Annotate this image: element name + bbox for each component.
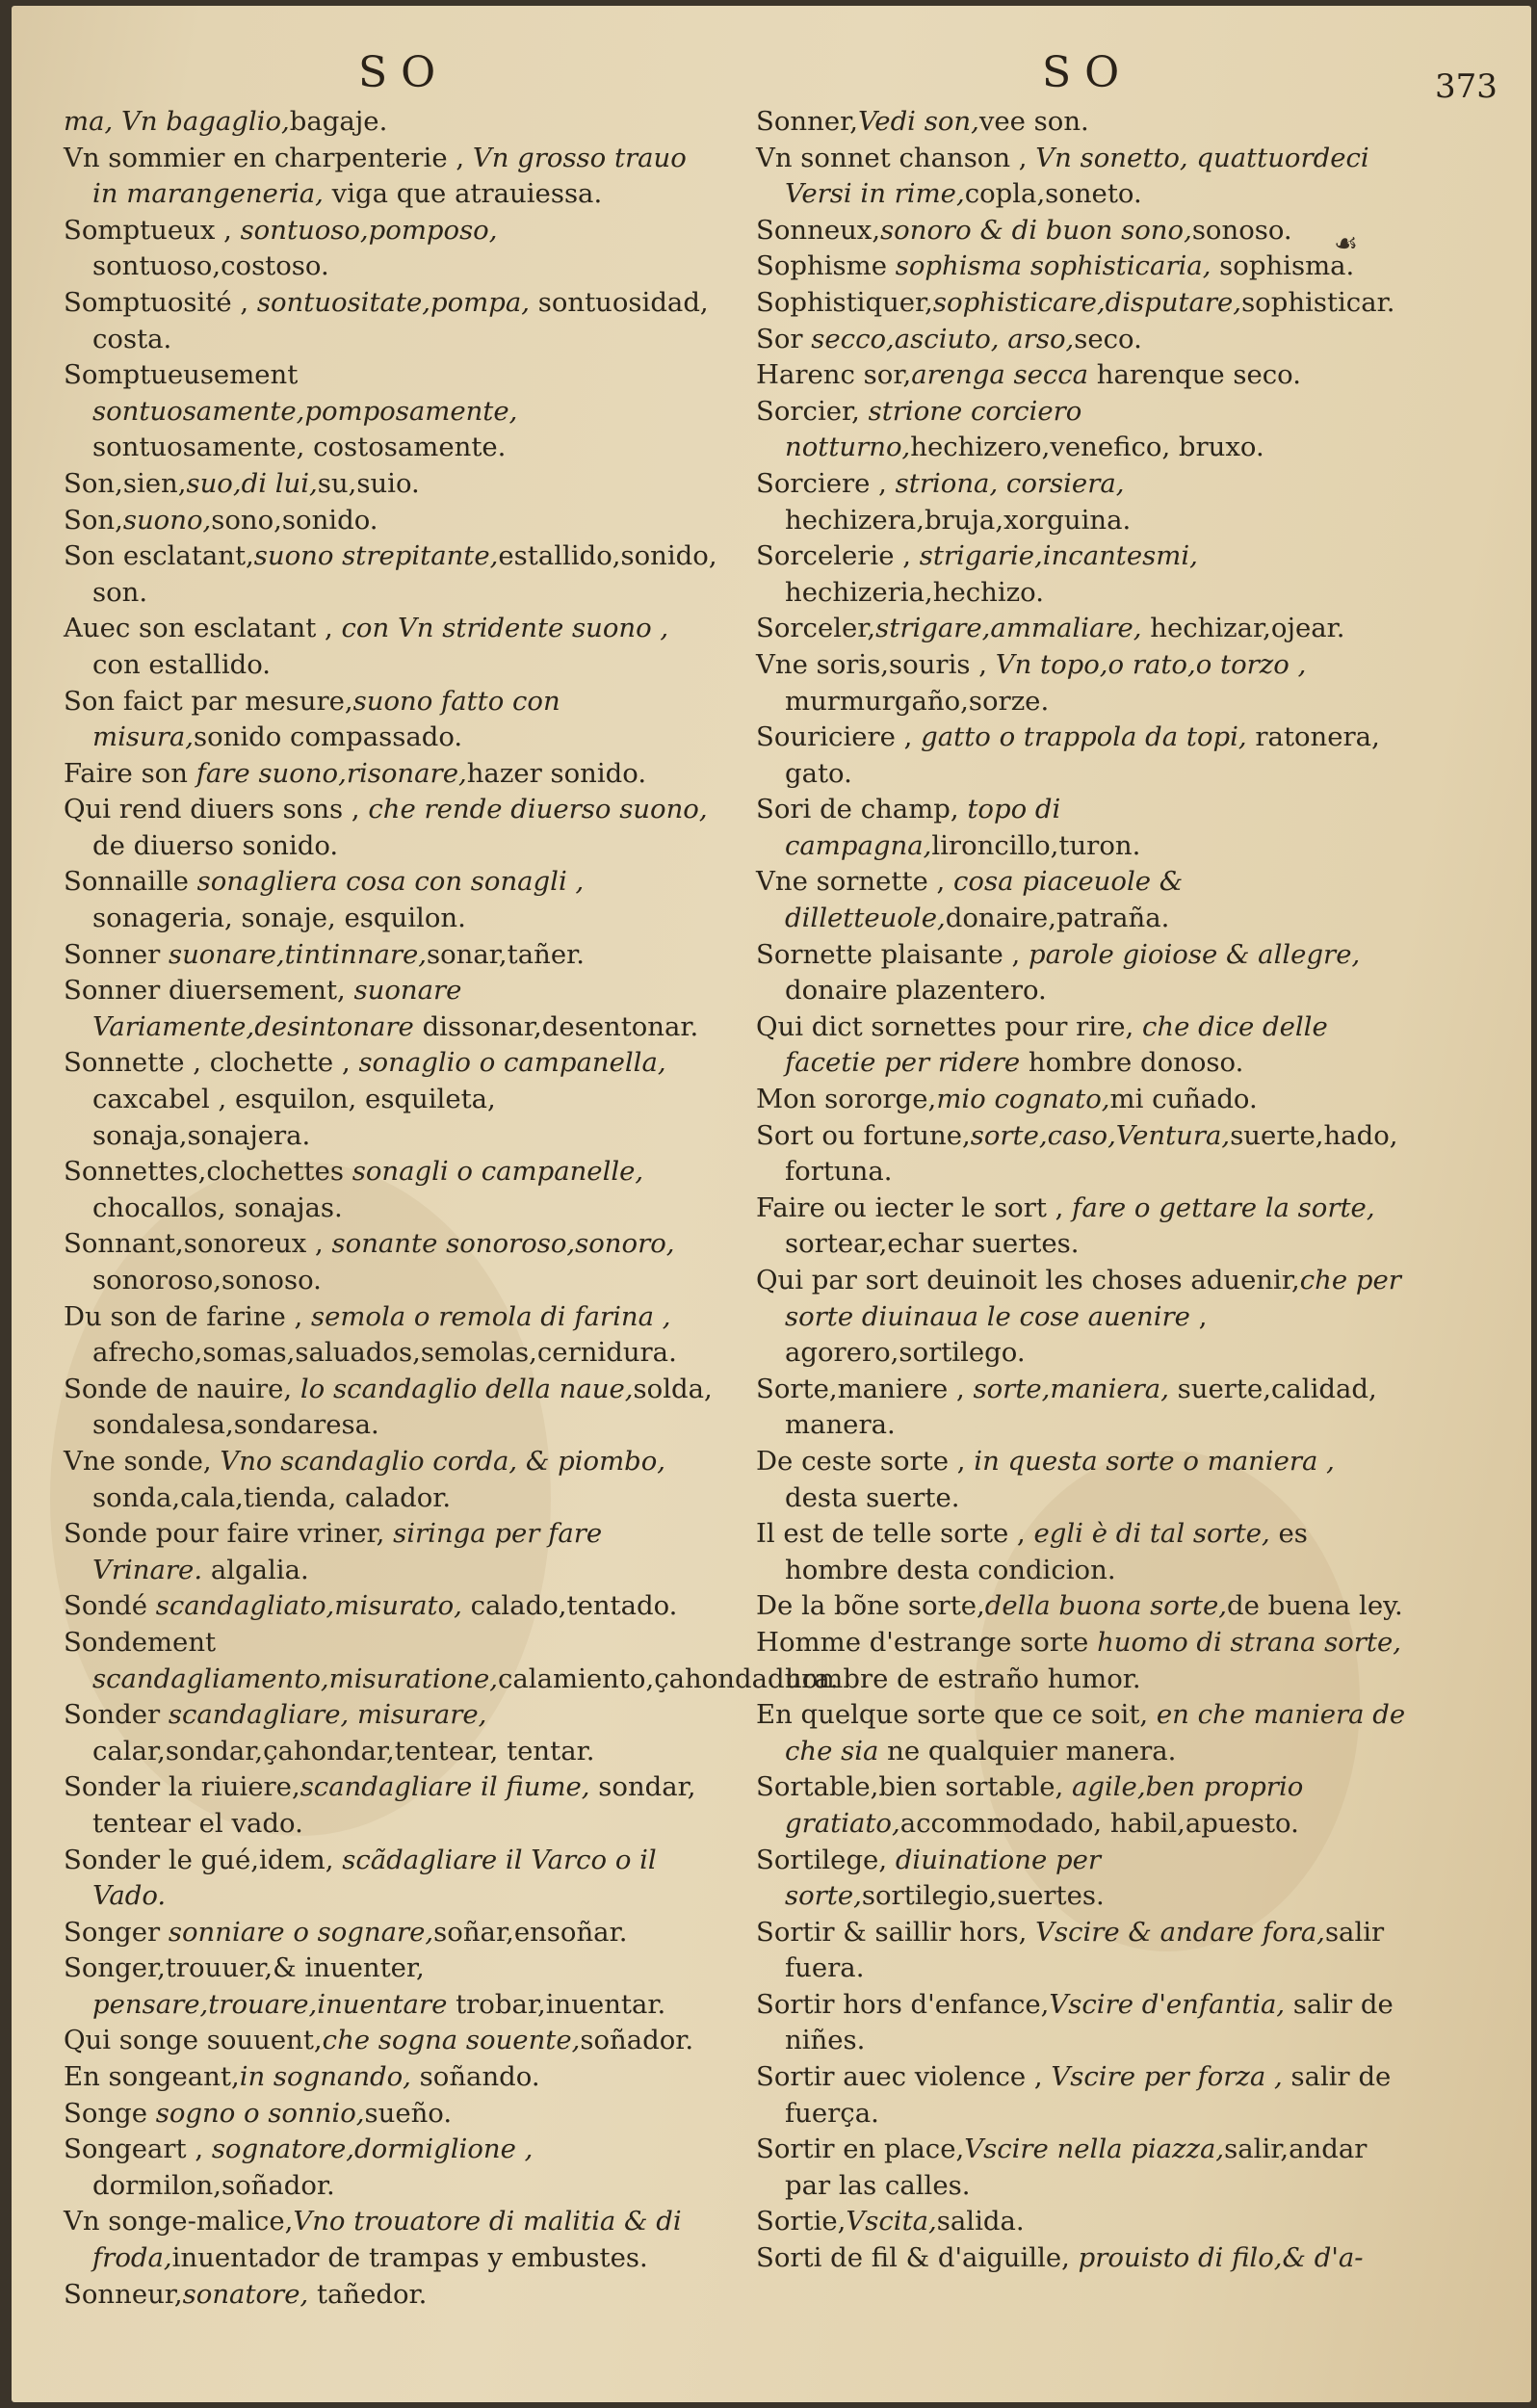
italian-gloss: sonante sonoroso,sonoro, (331, 1228, 675, 1260)
spanish-gloss: de buena ley. (1226, 1590, 1403, 1622)
french-headword: Son, (64, 504, 123, 536)
italian-gloss: sonatore, (182, 2278, 309, 2310)
dictionary-entry (64, 2204, 718, 2276)
french-headword: Sonnette , clochette , (64, 1047, 359, 1079)
spanish-gloss: calar,sondar,çahondar,tentear, tentar. (92, 1735, 595, 1767)
french-headword: Sonner (64, 938, 169, 970)
spanish-gloss: dormilon,soñador. (92, 2169, 335, 2201)
dictionary-entry (756, 322, 1409, 358)
dictionary-entry (756, 1009, 1409, 1082)
dictionary-entry (756, 647, 1409, 720)
spanish-gloss: lironcillo,turon. (931, 829, 1141, 861)
italian-gloss: sorte,caso,Ventura, (970, 1119, 1231, 1151)
dictionary-entry (64, 864, 718, 936)
italian-gloss: che rende diuerso suono, (368, 794, 708, 825)
dictionary-entry (756, 394, 1409, 466)
spanish-gloss: sonoroso,sonoso. (92, 1265, 322, 1296)
french-headword: Somptueusement (64, 359, 299, 391)
spanish-gloss: chocallos, sonajas. (92, 1191, 343, 1223)
italian-gloss: suo,di lui, (186, 467, 318, 499)
italian-gloss: egli è di tal sorte, (1033, 1518, 1270, 1550)
right-column (756, 104, 1409, 2277)
page-number: 373 (1435, 67, 1498, 106)
italian-gloss: agile,ben proprio gratiato, (785, 1771, 1304, 1839)
italian-gloss: huomo di strana sorte, (1097, 1626, 1401, 1658)
dictionary-entry (756, 1697, 1409, 1769)
dictionary-entry (756, 141, 1409, 213)
dictionary-entry (64, 2096, 718, 2133)
french-headword: Faire son (64, 757, 196, 789)
french-headword: Sorcelerie , (756, 540, 920, 572)
dictionary-entry (756, 2204, 1409, 2240)
italian-gloss: striona, corsiera, (895, 467, 1125, 499)
italian-gloss: scandagliamento,misuratione, (92, 1662, 498, 1694)
spanish-gloss: murmurgaño,sorze. (785, 685, 1050, 717)
spanish-gloss: sophisma. (1211, 250, 1355, 282)
italian-gloss: lo scandaglio della naue, (300, 1373, 634, 1404)
italian-gloss: fare o gettare la sorte, (1072, 1191, 1375, 1223)
spanish-gloss: sonar,tañer. (427, 938, 585, 970)
dictionary-entry (756, 2132, 1409, 2204)
dictionary-entry (64, 141, 718, 213)
french-headword: Vn sommier en charpenterie , (64, 142, 473, 173)
spanish-gloss: ratonera, gato. (785, 721, 1380, 789)
french-headword: Sonnant,sonoreux , (64, 1228, 332, 1260)
fleuron-ornament: ☙ (1334, 227, 1359, 259)
italian-gloss: Vscire per forza , (1051, 2061, 1283, 2093)
dictionary-entry (756, 1444, 1409, 1516)
spanish-gloss: es hombre desta condicion. (785, 1518, 1308, 1585)
french-headword: Sorceler, (756, 613, 876, 644)
spanish-gloss: hechizero,venefico, bruxo. (910, 432, 1264, 463)
spanish-gloss: harenque seco. (1088, 359, 1301, 391)
french-headword: Sonder la riuiere, (64, 1771, 300, 1803)
dictionary-entry (64, 611, 718, 683)
french-headword: De la bõne sorte, (756, 1590, 985, 1622)
spanish-gloss: estallido,sonido, son. (92, 540, 717, 608)
spanish-gloss: suerte,hado, fortuna. (785, 1119, 1398, 1188)
spanish-gloss: soñador. (580, 2025, 694, 2056)
dictionary-entry (756, 1915, 1409, 1987)
dictionary-entry (64, 1045, 718, 1154)
french-headword: Sorcier, (756, 395, 869, 427)
italian-gloss: semola o remola di farina , (310, 1300, 671, 1332)
dictionary-entry (64, 213, 718, 285)
dictionary-entry (64, 756, 718, 793)
french-headword: Sonder le gué,idem, (64, 1844, 343, 1875)
dictionary-entry (64, 1769, 718, 1842)
italian-gloss: sonagli o campanelle, (352, 1156, 644, 1188)
spanish-gloss: sortilegio,suertes. (861, 1880, 1105, 1912)
spanish-gloss: salir de fuerça. (785, 2061, 1392, 2129)
spanish-gloss: sontuosamente, costosamente. (92, 432, 507, 463)
dictionary-entry (756, 2059, 1409, 2132)
french-headword: Sortir & saillir hors, (756, 1916, 1036, 1948)
spanish-gloss: sonda,cala,tienda, calador. (92, 1481, 452, 1513)
french-headword: Sonner, (756, 106, 858, 137)
italian-gloss: scandagliare il fiume, (300, 1771, 590, 1803)
dictionary-entry (756, 1843, 1409, 1915)
dictionary-entry (756, 466, 1409, 538)
dictionary-entry (756, 937, 1409, 1009)
french-headword: Sorte,maniere , (756, 1373, 974, 1404)
spanish-gloss: hombre donoso. (1020, 1047, 1244, 1079)
dictionary-entry (64, 1372, 718, 1444)
italian-gloss: en che maniera de che sia (785, 1699, 1406, 1767)
spanish-gloss: hechizera,bruja,xorguina. (785, 504, 1132, 536)
spanish-gloss: copla,soneto. (964, 178, 1142, 210)
italian-gloss: Vn sonetto, quattuordeci Versi in rime, (785, 142, 1369, 210)
spanish-gloss: donaire plazentero. (785, 975, 1047, 1007)
spanish-gloss: sono,sonido. (211, 504, 378, 536)
french-headword: Qui songe souuent, (64, 2025, 323, 2056)
dictionary-entry (64, 1299, 718, 1372)
italian-gloss: sognatore,dormiglione , (211, 2133, 534, 2165)
italian-gloss: suonare Variamente,desintonare (92, 975, 462, 1042)
french-headword: Sonneur, (64, 2278, 183, 2310)
french-headword: Somptuosité , (64, 286, 257, 318)
italian-gloss: pensare,trouare,inuentare (92, 1988, 448, 2020)
french-headword: Songeart , (64, 2133, 212, 2165)
italian-gloss: Vn topo,o rato,o torzo , (995, 648, 1307, 680)
italian-gloss: sophisticare,disputare, (932, 286, 1242, 318)
french-headword: Sornette plaisante , (756, 938, 1029, 970)
spanish-gloss: accommodado, habil,apuesto. (899, 1807, 1299, 1839)
french-headword: Son,sien, (64, 467, 187, 499)
italian-gloss: sonoro & di buon sono, (880, 214, 1192, 246)
spanish-gloss: soñando. (410, 2061, 540, 2093)
italian-gloss: sontuosamente,pomposamente, (92, 395, 518, 427)
spanish-gloss: viga que atrauiessa. (323, 178, 603, 210)
spanish-gloss: con estallido. (92, 648, 272, 680)
right-running-header: SO (1042, 48, 1133, 97)
spanish-gloss: sophisticar. (1241, 286, 1395, 318)
italian-gloss: Vn grosso trauo in marangeneria, (92, 142, 687, 210)
dictionary-entry (64, 466, 718, 503)
french-headword: Sorciere , (756, 467, 896, 499)
italian-gloss: Vscire nella piazza, (964, 2133, 1225, 2165)
italian-gloss: Vedi son, (857, 106, 979, 137)
french-headword: Homme d'estrange sorte (756, 1626, 1098, 1658)
italian-gloss: strione corciero notturno, (785, 395, 1082, 463)
italian-gloss: sonaglio o campanella, (358, 1047, 666, 1079)
dictionary-entry (756, 1516, 1409, 1588)
spanish-gloss: sonido compassado. (193, 721, 463, 753)
italian-gloss: sophisma sophisticaria, (895, 250, 1211, 282)
french-headword: Sondement (64, 1626, 217, 1658)
spanish-gloss: trobar,inuentar. (447, 1988, 666, 2020)
italian-gloss: secco,asciuto, arso, (811, 323, 1075, 354)
dictionary-entry (64, 1950, 718, 2023)
spanish-gloss: salir fuera. (785, 1916, 1385, 1984)
italian-gloss: strigare,ammaliare, (875, 613, 1142, 644)
italian-gloss: che per sorte diuinaua le cose auenire (785, 1265, 1401, 1332)
french-headword: Du son de farine , (64, 1300, 311, 1332)
french-headword: Sortie, (756, 2206, 847, 2238)
french-headword: Songer (64, 1916, 169, 1948)
dictionary-entry (756, 1372, 1409, 1444)
spanish-gloss: hechizar,ojear. (1141, 613, 1345, 644)
dictionary-entry (756, 1082, 1409, 1118)
french-headword: Sortir auec violence , (756, 2061, 1052, 2093)
french-headword: Sortable,bien sortable, (756, 1771, 1072, 1803)
italian-gloss: sorte,maniera, (973, 1373, 1169, 1404)
italian-gloss: mio cognato, (936, 1084, 1110, 1115)
spanish-gloss: hechizeria,hechizo. (785, 576, 1044, 608)
french-headword: Sonder (64, 1699, 169, 1731)
french-headword: Harenc sor, (756, 359, 912, 391)
italian-gloss: Vno trouatore di malitia & di froda, (92, 2206, 682, 2274)
dictionary-entry (756, 249, 1409, 285)
italian-gloss: sonniare o sognare, (168, 1916, 434, 1948)
french-headword: Somptueux , (64, 214, 241, 246)
french-headword: Vne sornette , (756, 866, 953, 898)
dictionary-entry (64, 1697, 718, 1769)
spanish-gloss: sonageria, sonaje, esquilon. (92, 903, 466, 934)
french-headword: De ceste sorte , (756, 1445, 975, 1477)
spanish-gloss: sondar, tentear el vado. (92, 1771, 696, 1839)
italian-gloss: topo di campagna, (785, 794, 1061, 861)
italian-gloss: scandagliato,misurato, (155, 1590, 462, 1622)
spanish-gloss: salir de niñes. (785, 1988, 1394, 2056)
dictionary-entry (64, 973, 718, 1045)
dictionary-entry (756, 285, 1409, 322)
spanish-gloss: , agorero,sortilego. (785, 1300, 1208, 1369)
dictionary-entry (756, 1191, 1409, 1263)
dictionary-entry (64, 538, 718, 611)
dictionary-entry (64, 1588, 718, 1625)
italian-gloss: fare suono,risonare, (195, 757, 467, 789)
italian-gloss: ma, Vn bagaglio, (64, 106, 290, 137)
spanish-gloss: donaire,patraña. (945, 903, 1170, 934)
french-headword: Sortir hors d'enfance, (756, 1988, 1050, 2020)
spanish-gloss: sontuoso,costoso. (92, 250, 329, 282)
french-headword: Faire ou iecter le sort , (756, 1191, 1073, 1223)
french-headword: Sondé (64, 1590, 156, 1622)
italian-gloss: cosa piaceuole & dilletteuole, (785, 866, 1184, 934)
dictionary-entry (756, 2240, 1409, 2277)
italian-gloss: diuinatione per sorte, (785, 1844, 1101, 1912)
italian-gloss: sontuositate,pompa, (256, 286, 530, 318)
italian-gloss: in questa sorte o maniera , (974, 1445, 1335, 1477)
dictionary-entry (756, 104, 1409, 141)
italian-gloss: arenga secca (911, 359, 1089, 391)
italian-gloss: parole gioiose & allegre, (1029, 938, 1361, 970)
dictionary-entry (64, 1154, 718, 1226)
dictionary-entry (756, 1769, 1409, 1842)
dictionary-entry (756, 1987, 1409, 2059)
dictionary-entry (756, 213, 1409, 249)
french-headword: Sophisme (756, 250, 896, 282)
french-headword: Sortir en place, (756, 2133, 965, 2165)
french-headword: Sorti de fil & d'aiguille, (756, 2242, 1079, 2274)
spanish-gloss: suerte,calidad, manera. (785, 1373, 1377, 1441)
french-headword: Son faict par mesure, (64, 685, 353, 717)
dictionary-entry (756, 1118, 1409, 1191)
spanish-gloss: desta suerte. (785, 1481, 960, 1513)
dictionary-entry (64, 104, 718, 141)
spanish-gloss: solda, sondalesa,sondaresa. (92, 1373, 713, 1441)
spanish-gloss: hombre de estraño humor. (785, 1662, 1141, 1694)
spanish-gloss: sortear,echar suertes. (785, 1228, 1080, 1260)
french-headword: En quelque sorte que ce soit, (756, 1699, 1157, 1731)
italian-gloss: della buona sorte, (984, 1590, 1227, 1622)
dictionary-entry (64, 1843, 718, 1915)
italian-gloss: suonare,tintinnare, (168, 938, 428, 970)
dictionary-entry (64, 1915, 718, 1951)
dictionary-entry (64, 285, 718, 357)
dictionary-entry (64, 2059, 718, 2096)
dictionary-entry (64, 2023, 718, 2059)
dictionary-entry (756, 1263, 1409, 1372)
dictionary-entry (64, 357, 718, 466)
dictionary-entry (756, 1625, 1409, 1697)
italian-gloss: siringa per fare Vrinare. (92, 1518, 603, 1585)
dictionary-entry (64, 1226, 718, 1298)
italian-gloss: Vscire d'enfantia, (1049, 1988, 1286, 2020)
dictionary-entry (756, 720, 1409, 792)
spanish-gloss: mi cuñado. (1109, 1084, 1258, 1115)
italian-gloss: suono, (122, 504, 212, 536)
spanish-gloss: sueño. (364, 2097, 453, 2129)
spanish-gloss: salir,andar par las calles. (785, 2133, 1368, 2201)
italian-gloss: in sognando, (239, 2061, 411, 2093)
french-headword: Qui par sort deuinoit les choses aduenir, (756, 1265, 1300, 1296)
dictionary-entry (64, 503, 718, 539)
french-headword: Songer,trouuer,& inuenter, (64, 1952, 425, 1984)
dictionary-entry (64, 1516, 718, 1588)
italian-gloss: sonagliera cosa con sonagli , (196, 866, 585, 898)
french-headword: Sonnettes,clochettes (64, 1156, 352, 1188)
french-headword: Sonneux, (756, 214, 881, 246)
dictionary-entry (756, 792, 1409, 864)
french-headword: Vn songe-malice, (64, 2206, 294, 2238)
dictionary-entry (64, 2132, 718, 2204)
spanish-gloss: afrecho,somas,saluados,semolas,cernidura. (92, 1337, 677, 1369)
french-headword: Sori de champ, (756, 794, 968, 825)
french-headword: Il est de telle sorte , (756, 1518, 1034, 1550)
italian-gloss: con Vn stridente suono , (341, 613, 669, 644)
french-headword: Sonde pour faire vriner, (64, 1518, 394, 1550)
italian-gloss: strigarie,incantesmi, (919, 540, 1198, 572)
french-headword: Sortilege, (756, 1844, 896, 1875)
spanish-gloss: tañedor. (308, 2278, 428, 2310)
french-headword: Sort ou fortune, (756, 1119, 971, 1151)
spanish-gloss: sontuosidad, costa. (92, 286, 709, 354)
french-headword: Sonnaille (64, 866, 197, 898)
italian-gloss: gatto o trappola da topi, (921, 721, 1247, 753)
spanish-gloss: soñar,ensoñar. (433, 1916, 628, 1948)
french-headword: Son esclatant, (64, 540, 254, 572)
dictionary-entry (756, 864, 1409, 936)
spanish-gloss: sonoso. (1191, 214, 1292, 246)
dictionary-entry (756, 1588, 1409, 1625)
italian-gloss: suono strepitante, (253, 540, 499, 572)
italian-gloss: Vscita, (846, 2206, 937, 2238)
spanish-gloss: seco. (1074, 323, 1142, 354)
spanish-gloss: hazer sonido. (466, 757, 647, 789)
spanish-gloss: algalia. (202, 1554, 309, 1585)
italian-gloss: sontuoso,pomposo, (240, 214, 498, 246)
left-running-header: SO (358, 48, 450, 97)
french-headword: Sor (756, 323, 812, 354)
spanish-gloss: vee son. (978, 106, 1089, 137)
dictionary-entry (756, 357, 1409, 394)
italian-gloss: scãdagliare il Varco o il Vado. (92, 1844, 657, 1912)
italian-gloss: Vscire & andare fora, (1035, 1916, 1325, 1948)
dictionary-entry (64, 2277, 718, 2314)
french-headword: Vne soris,souris , (756, 648, 996, 680)
italian-gloss: che sogna souente, (322, 2025, 581, 2056)
dictionary-entry (64, 684, 718, 756)
spanish-gloss: calado,tentado. (461, 1590, 678, 1622)
french-headword: Songe (64, 2097, 156, 2129)
dictionary-entry (64, 1625, 839, 1697)
italian-gloss: che dice delle facetie per ridere (785, 1010, 1328, 1079)
spanish-gloss: inuentador de trampas y embustes. (171, 2242, 648, 2274)
spanish-gloss: bagaje. (289, 106, 388, 137)
dictionary-entry (64, 792, 718, 864)
french-headword: Sophistiquer, (756, 286, 933, 318)
italian-gloss: scandagliare, misurare, (168, 1699, 487, 1731)
spanish-gloss: calamiento,çahondadura. (498, 1662, 839, 1694)
italian-gloss: Vno scandaglio corda, & piombo, (220, 1445, 666, 1477)
spanish-gloss: de diuerso sonido. (92, 829, 339, 861)
french-headword: Qui rend diuers sons , (64, 794, 369, 825)
spanish-gloss: salida. (936, 2206, 1025, 2238)
french-headword: Auec son esclatant , (64, 613, 342, 644)
spanish-gloss: dissonar,desentonar. (413, 1010, 699, 1042)
french-headword: Vne sonde, (64, 1445, 221, 1477)
italian-gloss: sogno o sonnio, (155, 2097, 365, 2129)
dictionary-entry (64, 937, 718, 974)
french-headword: Mon sororge, (756, 1084, 937, 1115)
french-headword: En songeant, (64, 2061, 240, 2093)
dictionary-entry (64, 1444, 718, 1516)
french-headword: Qui dict sornettes pour rire, (756, 1010, 1143, 1042)
italian-gloss: prouisto di filo,& d'a- (1078, 2242, 1364, 2274)
spanish-gloss: su,suio. (317, 467, 420, 499)
italian-gloss: suono fatto con misura, (92, 685, 560, 753)
dictionary-entry (756, 611, 1409, 647)
dictionary-entry (756, 538, 1409, 611)
french-headword: Souriciere , (756, 721, 922, 753)
spanish-gloss: caxcabel , esquilon, esquileta, sonaja,sonajera. (92, 1084, 496, 1151)
french-headword: Sonner diuersement, (64, 975, 354, 1007)
spanish-gloss: ne qualquier manera. (878, 1735, 1177, 1767)
french-headword: Vn sonnet chanson , (756, 142, 1036, 173)
french-headword: Sonde de nauire, (64, 1373, 300, 1404)
